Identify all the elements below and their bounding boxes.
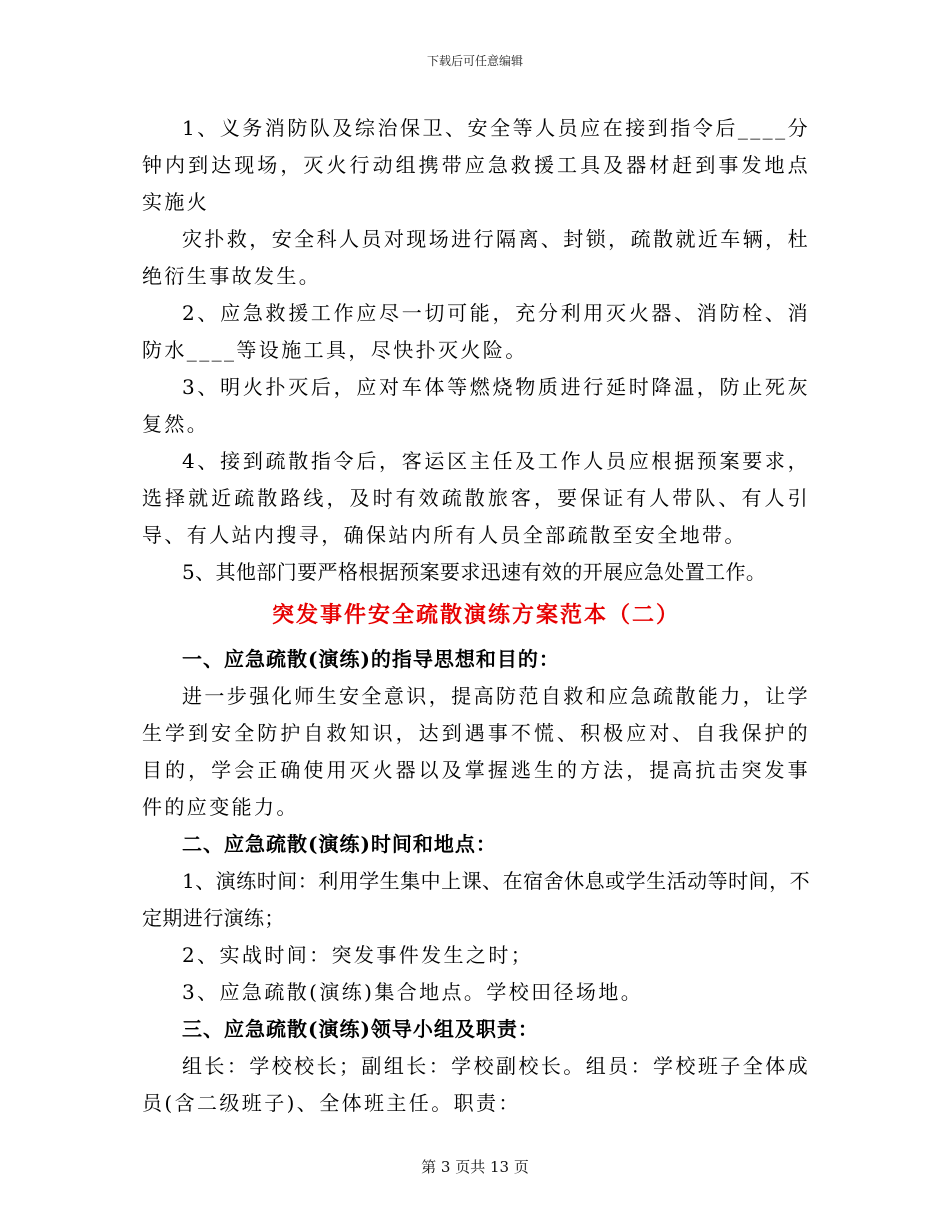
section2-heading: 二、应急疏散(演练)时间和地点： — [182, 832, 497, 856]
section2-item-3: 3、应急疏散(演练)集合地点。学校田径场地。 — [182, 980, 644, 1004]
paragraph-1: 1、义务消防队及综治保卫、安全等人员应在接到指令后____分钟内到达现场，灭火行动组携带应急救援工具及器材赶到事发地点实施火 — [142, 116, 810, 214]
section1-heading: 一、应急疏散(演练)的指导思想和目的： — [182, 647, 560, 671]
paragraph-5: 4、接到疏散指令后，客运区主任及工作人员应根据预案要求，选择就近疏散路线，及时有效疏散旅客，要保证有人带队、有人引导、有人站内搜寻，确保站内所有人员全部疏散至安全地带。 — [142, 449, 810, 547]
paragraph-6: 5、其他部门要严格根据预案要求迅速有效的开展应急处置工作。 — [182, 560, 767, 584]
paragraph-3: 2、应急救援工作应尽一切可能，充分利用灭火器、消防栓、消防水____等设施工具，尽快扑灭火险。 — [142, 301, 810, 362]
document-body — [142, 110, 810, 1122]
page-header: 下载后可任意编辑 — [426, 54, 523, 68]
paragraph-4: 3、明火扑灭后，应对车体等燃烧物质进行延时降温，防止死灰复然。 — [142, 375, 810, 436]
section-title: 突发事件安全疏散演练方案范本（二） — [271, 602, 680, 628]
section3-text: 组长：学校校长；副组长：学校副校长。组员：学校班子全体成员(含二级班子)、全体班主任。职责： — [142, 1054, 810, 1115]
paragraph-2: 灾扑救，安全科人员对现场进行隔离、封锁，疏散就近车辆，杜绝衍生事故发生。 — [142, 227, 810, 288]
section2-item-1: 1、演练时间：利用学生集中上课、在宿舍休息或学生活动等时间，不定期进行演练； — [142, 869, 810, 930]
page-footer: 第 3 页共 13 页 — [421, 1158, 529, 1176]
section1-text: 进一步强化师生安全意识，提高防范自救和应急疏散能力，让学生学到安全防护自救知识，达到遇事不慌、积极应对、自我保护的目的，学会正确使用灭火器以及掌握逃生的方法，提高抗击突发事件的应变能力。 — [142, 684, 810, 819]
section3-heading: 三、应急疏散(演练)领导小组及职责： — [182, 1017, 539, 1041]
section2-item-2: 2、实战时间：突发事件发生之时； — [182, 943, 534, 967]
